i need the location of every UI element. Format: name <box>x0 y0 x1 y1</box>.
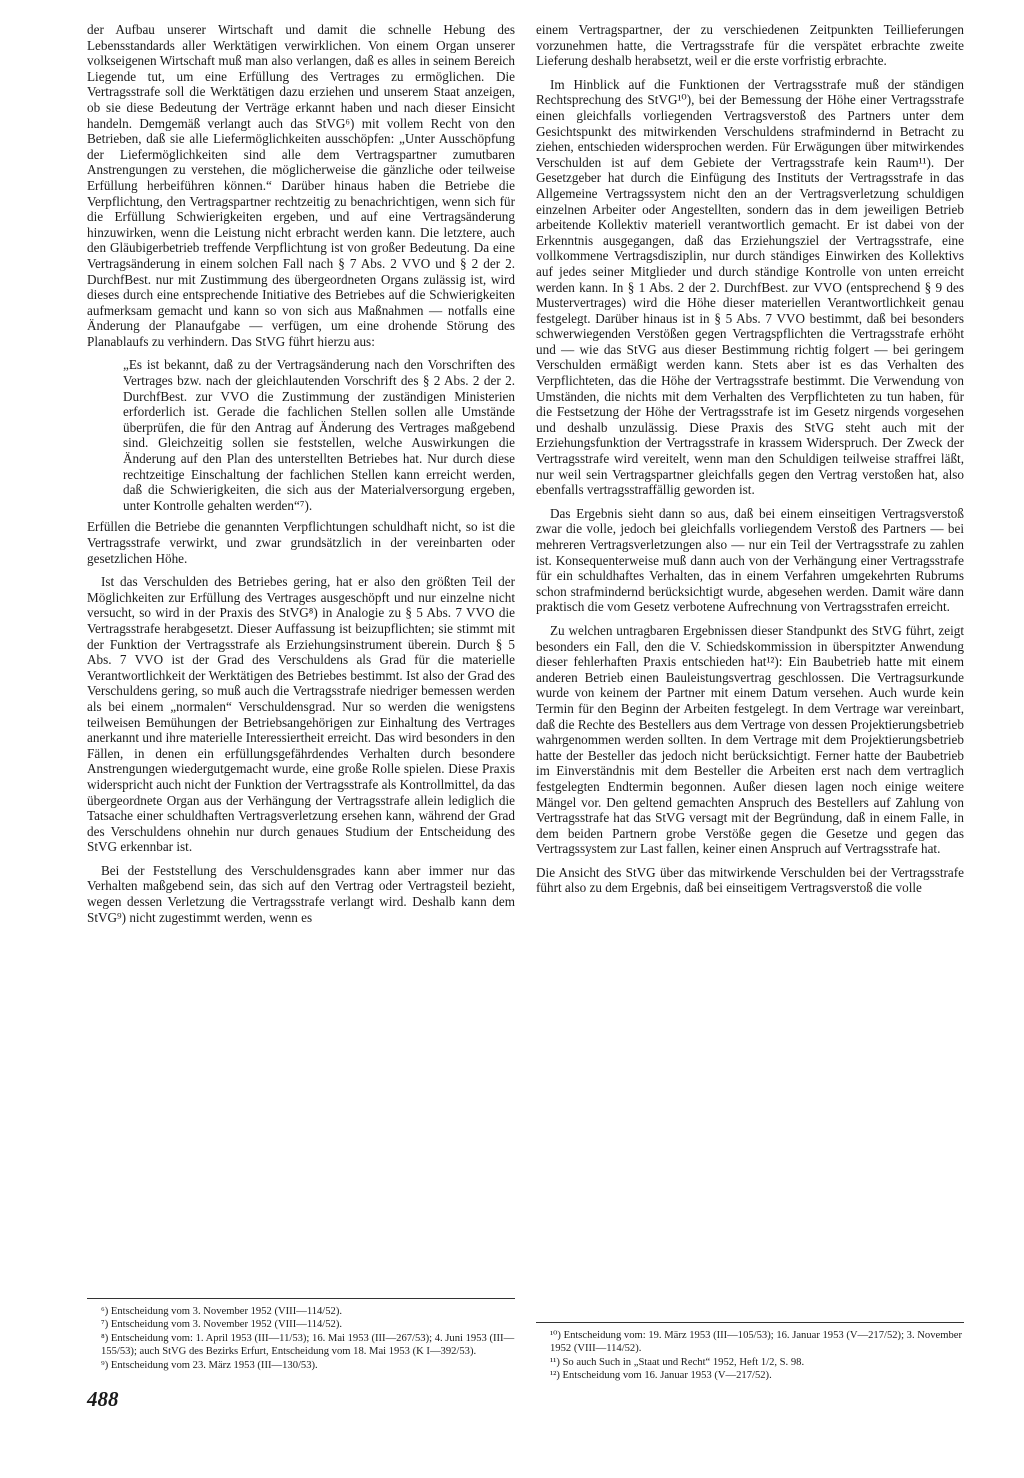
right-column <box>536 22 964 904</box>
footnote-7: ⁷) Entscheidung vom 3. November 1952 (VIII—114/52). <box>101 1319 343 1331</box>
left-paragraph-1: der Aufbau unserer Wirtschaft und damit die schnelle Hebung des Lebensstandards aller Werktätigen verwirklichen. Von einem Organ unserer volkseigenen Wirtschaft muß man also verlangen, daß es alles in seinem Bereich Liegende tut, um eine Erfüllung des Vertrages zu ermöglichen. Die Vertragsstrafe soll die Werktätigen dazu erziehen und unserem Staat anzeigen, ob sie diese Bedeutung der Verträge erkannt haben und nach dieser Einsicht handeln. Demgemäß verlangt auch das StVG⁶) mit vollem Recht von den Betrieben, daß sie alle Liefermöglichkeiten ausschöpfen: „Unter Ausschöpfung der Liefermöglichkeiten sind alle dem Vertragspartner zumutbaren Anstrengungen zu verstehen, die möglicherweise die gänzliche oder teilweise Erfüllung herbeiführen können.“ Darüber hinaus haben die Betriebe die Verpflichtung, den Vertragspartner rechtzeitig zu benachrichtigen, wenn sich für die Erfüllung Schwierigkeiten ergeben, und auf eine Vertragsänderung hinzuwirken, wenn die Leistung nicht erbracht werden kann. Die letztere, auch den Gläubigerbetrieb treffende Verpflichtung ist von großer Bedeutung. Da eine Vertragsänderung in einem solchen Fall nach § 7 Abs. 2 VVO und § 2 der 2. DurchfBest. nur mit Zustimmung des übergeordneten Organs zulässig ist, wird dieses durch eine entsprechende Initiative des Betriebes auf die Schwierigkeiten aufmerksam gemacht und kann so von sich aus Maßnahmen — notfalls eine Änderung der Planaufgabe — verfügen, um eine drohende Störung des Planablaufs zu verhindern. Das StVG führt hierzu aus: <box>87 22 515 349</box>
footnotes-left <box>87 1298 515 1372</box>
right-paragraph-4: Zu welchen untragbaren Ergebnissen dieser Standpunkt des StVG führt, zeigt besonders ein Fall, den die V. Schiedskommission in überspitzter Anwendung dieser fehlerhaften Praxis entschieden hat¹²): Ein Baubetrieb hatte mit einem anderen Betrieb einen Bauleistungsvertrag geschlossen. Die Vertragsurkunde wurde von keinem der Partner mit einem Datum versehen. Auch wurde kein Termin für den Beginn der Arbeiten festgelegt. In dem Vertrage war vereinbart, daß die Rechte des Bestellers aus dem Vertrage von dessen Projektierungsbetrieb wahrgenommen werden sollten. In dem Vertrage mit dem Projektierungsbetrieb hatte der Besteller das jedoch nicht berücksichtigt. Ferner hatte der Baubetrieb im Einverständnis mit dem Besteller die Arbeiten erst nach dem vertraglich festgelegten Endtermin begonnen. Außer diesen lagen noch einige weitere Mängel vor. Den geltend gemachten Anspruch des Bestellers auf Zahlung von Vertragsstrafe hat das StVG versagt mit der Begründung, daß in einem Falle, in dem beiden Partnern grobe Verstöße gegen die Gesetze und gegen das Vertragssystem zur Last fallen, keiner einen Anspruch auf Vertragsstrafe hat. <box>536 622 964 857</box>
footnote-6: ⁶) Entscheidung vom 3. November 1952 (VIII—114/52). <box>101 1306 343 1317</box>
left-paragraph-2: Erfüllen die Betriebe die genannten Verpflichtungen schuldhaft nicht, so ist die Vertragsstrafe verwirkt, und zwar grundsätzlich in der vereinbarten oder gesetzlichen Höhe. <box>87 519 515 566</box>
footnote-8: ⁸) Entscheidung vom: 1. April 1953 (III—11/53); 16. Mai 1953 (III—267/53); 4. Juni 1953 (III—155/53); auch StVG des Bezirks Erfurt, Entscheidung vom 18. Mai 1953 (K I—392/53). <box>101 1332 515 1358</box>
block-quote: „Es ist bekannt, daß zu der Vertragsänderung nach den Vorschriften des Vertrages bzw. nach der gleichlautenden Vorschrift des § 2 Abs. 2 der 2. DurchfBest. zur VVO die Zustimmung der zuständigen Ministerien erforderlich ist. Gerade die fachlichen Stellen sollen alle Umstände überprüfen, die für den Antrag auf Änderung des Vertrages maßgebend sind. Gleichzeitig sollen sie feststellen, welche Auswirkungen die Änderung auf den Plan des unterstellten Betriebes hat. Nur durch diese rechtzeitige Einschaltung der fachlichen Stellen kann erreicht werden, daß die Schwierigkeiten, die sich aus der Materialversorgung ergeben, unter Kontrolle gehalten werden“⁷). <box>123 357 515 513</box>
footnote-10: ¹⁰) Entscheidung vom: 19. März 1953 (III—105/53); 16. Januar 1953 (V—217/52); 3. November 1952 (VIII—114/52). <box>550 1330 962 1355</box>
footnote-12: ¹²) Entscheidung vom 16. Januar 1953 (V—217/52). <box>550 1370 772 1382</box>
left-column <box>87 22 515 933</box>
right-paragraph-5: Die Ansicht des StVG über das mitwirkende Verschulden bei der Vertragsstrafe führt also zu dem Ergebnis, daß bei einseitigem Vertragsverstoß die volle <box>536 864 964 896</box>
left-paragraph-3: Ist das Verschulden des Betriebes gering, hat er also den größten Teil der Möglichkeiten zur Erfüllung des Vertrages ausgeschöpft und nur einzelne nicht versucht, so wird in der Praxis des StVG⁸) in Analogie zu § 5 Abs. 7 VVO die Vertragsstrafe herabgesetzt. Dieser Auffassung ist beizupflichten; sie stimmt mit der Funktion der Vertragsstrafe als Erziehungsinstrument überein. Durch § 5 Abs. 7 VVO ist der Grad des Verschuldens als Grad für die materielle Verantwortlichkeit der Werktätigen des Betriebes bestimmt. Ist also der Grad des Verschuldens gering, so muß auch die Vertragsstrafe niedriger bemessen werden als bei einem „normalen“ Verschuldensgrad. Nur so werden die wenigstens teilweisen Bemühungen der Betriebsangehörigen zur Einhaltung des Vertrages anerkannt und ihre materielle Interessiertheit erreicht. Das wird besonders in den Fällen, in denen ein erfüllungsgefährdendes Verhalten durch besondere Anstrengungen wiedergutgemacht wurde, eine große Rolle spielen. Diese Praxis widerspricht auch nicht der Funktion der Vertragsstrafe als Kontrollmittel, da das übergeordnete Organ aus der Verhängung der Vertragsstrafe allein lediglich die Tatsache einer schuldhaften Vertragsverletzung ersehen kann, während der Grad des Verschuldens ohnehin nur durch genaues Studium der Entscheidung des StVG erkennbar ist. <box>87 574 515 855</box>
footnote-9: ⁹) Entscheidung vom 23. März 1953 (III—130/53). <box>101 1359 318 1371</box>
right-paragraph-3: Das Ergebnis sieht dann so aus, daß bei einem einseitigen Vertragsverstoß zwar die volle, jedoch bei gleichfalls vorliegendem Verstoß des Partners — bei mehreren Vertragsverletzungen also — nur ein Teil der Vertragsstrafe zu zahlen ist. Konsequenterweise muß dann auch von der Verhängung einer Vertragsstrafe für ein schuldhaftes Verhalten, das in einem Verfahren umgekehrten Rubrums schon strafmindernd berücksichtigt wurde, abgesehen werden. Damit wäre dann praktisch die vom Gesetz verbotene Aufrechnung von Vertragsstrafen erreicht. <box>536 505 964 615</box>
right-paragraph-2: Im Hinblick auf die Funktionen der Vertragsstrafe muß der ständigen Rechtsprechung des StVG¹⁰), bei der Bemessung der Höhe einer Vertragsstrafe einen gleichfalls vorliegenden Vertragsverstoß des Partners unter dem Gesichtspunkt des mitwirkenden Verschuldens strafmindernd in Betracht zu ziehen, entschieden widersprochen werden. Für Erwägungen über mitwirkendes Verschulden ist auf dem Gebiete der Vertragsstrafe kein Raum¹¹). Der Gesetzgeber hat durch die Einfügung des Instituts der Vertragsstrafe in das Allgemeine Vertragssystem nicht den an der Vertragsverletzung schuldigen einzelnen Arbeiter oder Angestellten, sondern das in dem jeweiligen Betrieb arbeitende Kollektiv materiell verantwortlich gemacht. Er ist dabei von der Erkenntnis ausgegangen, daß das Erziehungsziel der Vertragsstrafe, eine vollkommene Vertragsdisziplin, nur durch ständiges Einwirken des Kollektivs auf jedes seiner Mitglieder und durch ständige Kontrolle von unten erreicht werden kann. In § 1 Abs. 2 der 2. DurchfBest. zur VVO (entsprechend § 9 des Mustervertrages) wird die Höhe dieser materiellen Verantwortlichkeit genau festgelegt. Darüber hinaus ist in § 5 Abs. 7 VVO bestimmt, daß bei besonders schwerwiegenden Verstößen gegen Vertragspflichten die Vertragsstrafe erhöht und — wie das StVG aus dieser Bestimmung richtig folgert — bei geringem Verschulden ermäßigt werden kann. Stets aber ist es das Verhalten des Verpflichteten, das die Höhe der Vertragsstrafe bestimmt. Die Verwendung von Umständen, die nichts mit dem Verhalten des Verpflichteten zu tun haben, für die Festsetzung der Höhe der Vertragsstrafe ist im Gesetz nirgends vorgesehen und deshalb unzulässig. Diese Praxis des StVG steht auch mit der Erziehungsfunktion der Vertragsstrafe in krassem Widerspruch. Der Zweck der Vertragsstrafe wird vereitelt, wenn man den Schuldigen teilweise straffrei läßt, nur weil sein Vertragspartner gleichfalls gegen den Vertrag verstoßen hat, also ebenfalls vertragsstraffällig geworden ist. <box>536 76 964 498</box>
footnote-11: ¹¹) So auch Such in „Staat und Recht“ 1952, Heft 1/2, S. 98. <box>550 1356 805 1368</box>
right-paragraph-1: einem Vertragspartner, der zu verschiedenen Zeitpunkten Teillieferungen vorzunehmen hatte, die Vertragsstrafe für die verspätet erbrachte zweite Lieferung deshalb herabsetzt, weil er die erste vorfristig erbrachte. <box>536 22 964 69</box>
page-number: 488 <box>87 1387 119 1411</box>
footnotes-right <box>536 1322 964 1383</box>
left-paragraph-4: Bei der Feststellung des Verschuldensgrades kann aber immer nur das Verhalten maßgebend sein, das sich auf den Vertrag oder Vertragsteil bezieht, wegen dessen Verletzung die Vertragsstrafe verlangt wird. Deshalb kann dem StVG⁹) nicht zugestimmt werden, wenn es <box>87 862 515 925</box>
